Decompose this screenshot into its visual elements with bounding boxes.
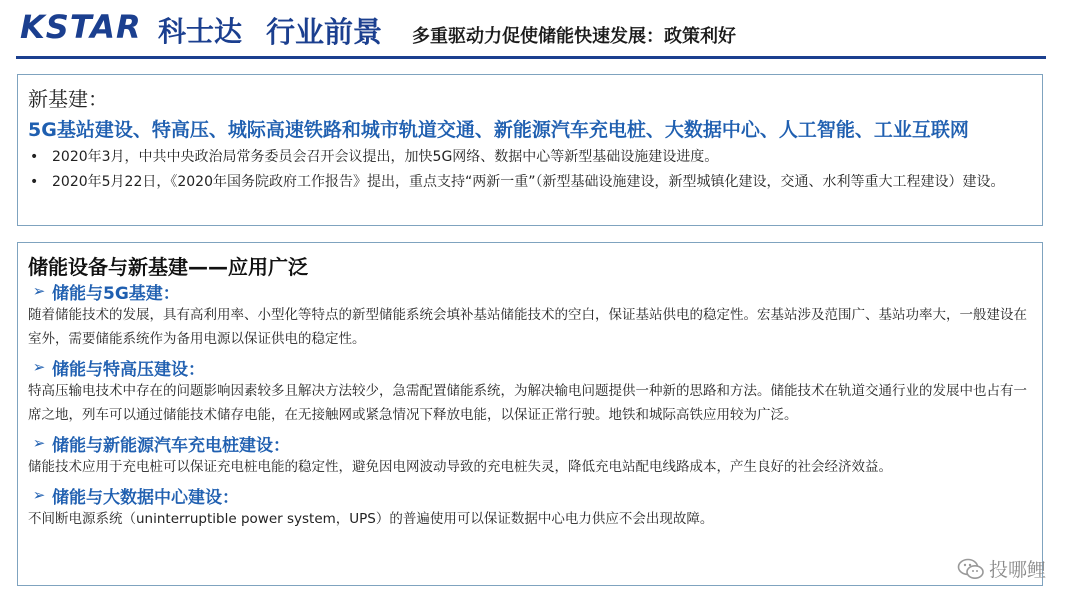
new-infrastructure-heading: 新基建：: [28, 87, 108, 111]
application-sections: [26, 279, 1036, 535]
section-title: 储能与特高压建设：: [52, 359, 205, 380]
application-section: [26, 431, 1036, 479]
section-header: [26, 355, 1036, 379]
watermark: [957, 555, 1046, 582]
section-header: [26, 279, 1036, 303]
header: [0, 0, 1080, 58]
arrow-right-icon: ➢: [32, 486, 46, 504]
bullet-dot-icon: •: [30, 174, 39, 190]
section-body: 不间断电源系统（uninterruptible power system，UPS）的普遍使用可以保证数据中心电力供应不会出现故障。: [28, 511, 714, 527]
logo-chinese: 科士达: [158, 15, 243, 48]
logo-kstar: KSTAR: [20, 8, 142, 46]
page-title: 行业前景: [266, 15, 383, 49]
arrow-right-icon: ➢: [32, 358, 46, 376]
page-subtitle: 多重驱动力促使储能快速发展：政策利好: [412, 26, 736, 47]
section-body: 随着储能技术的发展，具有高利用率、小型化等特点的新型储能系统会填补基站储能技术的空白，保证基站供电的稳定性。宏基站涉及范围广、基站功率大，一般建设在室外，需要储能系统作为备用电源以保证供电的稳定性。: [28, 307, 1027, 347]
section-header: [26, 483, 1036, 507]
storage-applications-box: [17, 242, 1043, 586]
application-section: [26, 355, 1036, 427]
section-title: 储能与5G基建：: [52, 283, 180, 304]
section-body: 特高压输电技术中存在的问题影响因素较多且解决方法较少，急需配置储能系统，为解决输电问题提供一种新的思路和方法。储能技术在轨道交通行业的发展中也占有一席之地，列车可以通过储能技术储存电能，在无接触网或紧急情况下释放电能，以保证正常行驶。地铁和城际高铁应用较为广泛。: [28, 383, 1027, 423]
policy-bullet: [26, 170, 1036, 195]
new-infrastructure-highlight: 5G基站建设、特高压、城际高速铁路和城市轨道交通、新能源汽车充电桩、大数据中心、人工智能、工业互联网: [28, 119, 969, 141]
policy-bullet-text: 2020年5月22日，《2020年国务院政府工作报告》提出，重点支持“两新一重”（新型基础设施建设，新型城镇化建设，交通、水利等重大工程建设）建设。: [52, 174, 1005, 190]
section-header: [26, 431, 1036, 455]
policy-bullet: [26, 145, 1036, 170]
application-section: [26, 279, 1036, 351]
new-infrastructure-box: [17, 74, 1043, 226]
watermark-text: 投哪鲤: [988, 559, 1046, 581]
storage-applications-title: 储能设备与新基建——应用广泛: [28, 255, 308, 279]
section-title: 储能与新能源汽车充电桩建设：: [52, 435, 290, 456]
policy-bullet-text: 2020年3月，中共中央政治局常务委员会召开会议提出，加快5G网络、数据中心等新型基础设施建设进度。: [52, 149, 719, 165]
section-body: 储能技术应用于充电桩可以保证充电桩电能的稳定性，避免因电网波动导致的充电桩失灵，降低充电站配电线路成本，产生良好的社会经济效益。: [28, 459, 892, 475]
application-section: [26, 483, 1036, 531]
wechat-icon: [957, 557, 985, 581]
header-divider: [16, 56, 1046, 59]
section-title: 储能与大数据中心建设：: [52, 487, 239, 508]
arrow-right-icon: ➢: [32, 434, 46, 452]
policy-bullet-list: [26, 145, 1036, 195]
arrow-right-icon: ➢: [32, 282, 46, 300]
bullet-dot-icon: •: [30, 149, 39, 165]
